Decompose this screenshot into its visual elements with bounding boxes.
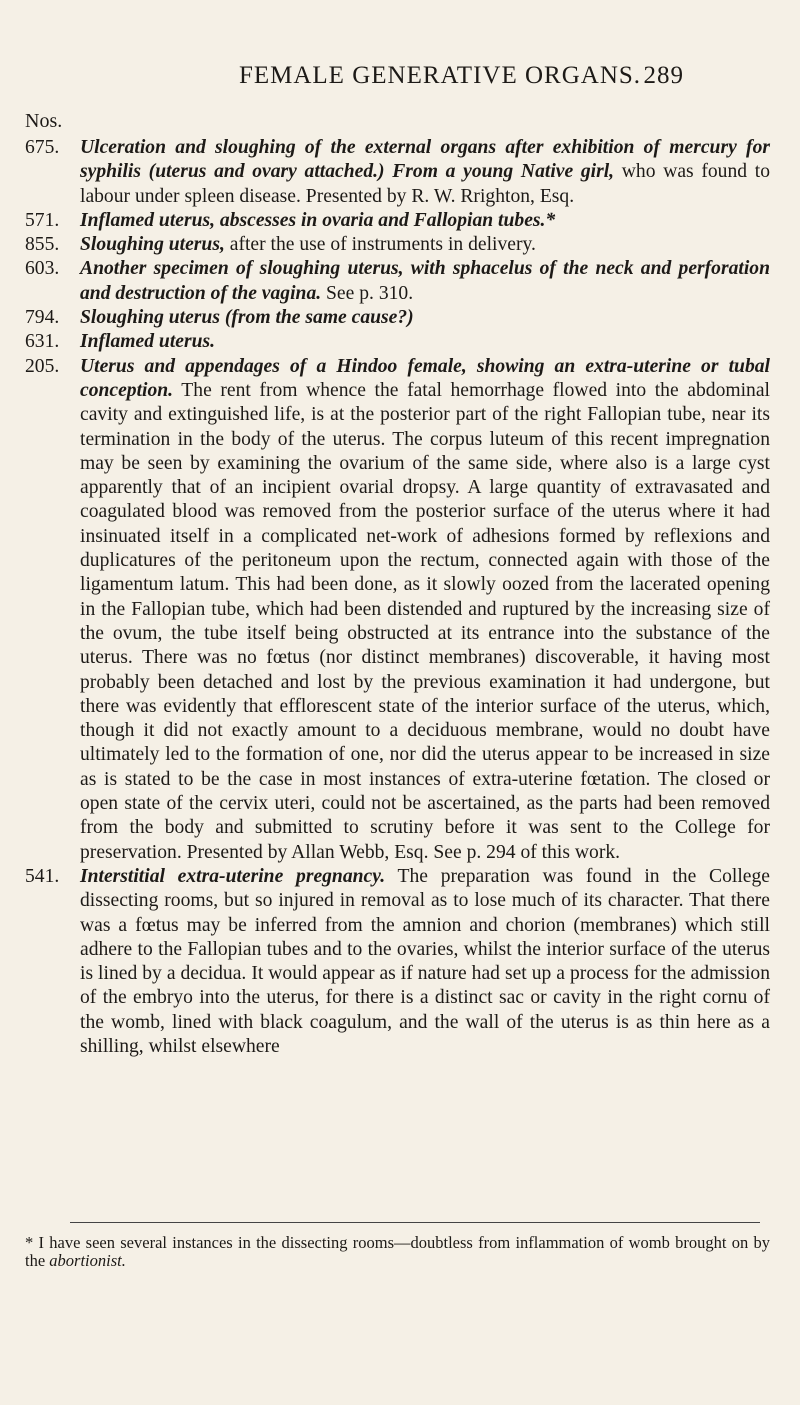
entry-number: 855. — [25, 234, 60, 256]
entry-title: Sloughing uterus, — [80, 234, 225, 256]
page-number: 289 — [643, 62, 684, 89]
entry-body — [80, 257, 770, 306]
catalogue-entry — [25, 136, 770, 209]
entry-number: 541. — [25, 865, 60, 887]
entry-body — [80, 865, 770, 1059]
footnote-text: * I have seen several instances in the dissecting rooms—doubtless from inflammation of womb brought on by the — [25, 1233, 770, 1270]
entry-body — [80, 233, 770, 257]
entry-title: Uterus and appendages of a Hindoo female, showing an extra-uterine or tubal conception. — [80, 355, 770, 401]
entry-title: Inflamed uterus, abscesses in ovaria and Fallopian tubes.* — [80, 209, 556, 231]
entry-number: 571. — [25, 209, 60, 231]
catalogue-entries — [25, 136, 770, 1059]
entry-text: after the use of instruments in delivery. — [224, 234, 536, 256]
footnote — [25, 1234, 770, 1270]
entry-title: Inflamed uterus. — [80, 331, 216, 353]
catalogue-entry — [25, 257, 770, 306]
catalogue-entry — [25, 330, 770, 354]
entry-title: Another specimen of sloughing uterus, with sphacelus of the neck and perforation and destruction of the vagina. — [80, 258, 770, 304]
entry-body — [80, 136, 770, 209]
entry-body — [80, 355, 770, 865]
entry-text: who was found to labour under spleen disease. Presented by R. W. Rrighton, Esq. — [80, 161, 770, 207]
catalogue-entry — [25, 355, 770, 865]
catalogue-entry — [25, 306, 770, 330]
entry-text: The rent from whence the fatal hemorrhage flowed into the abdominal cavity and extinguished life, is at the posterior part of the right Fallopian tube, near its termination in the body of the uterus. The corpus luteum of this recent impregnation may be seen by examining the ovarium of the same side, where also is a large cyst apparently that of an incipient ovarial dropsy. A large quantity of extravasated and coagulated blood was removed from the posterior surface of the uterus where it had insinuated itself in a complicated net-work of adhesions formed by reflexions and duplicatures of the peritoneum upon the rectum, connected again with those of the ligamentum latum. This had been done, as it slowly oozed from the lacerated opening in the Fallopian tube, which had been distended and ruptured by the increasing size of the ovum, the tube itself being obstructed at its entrance into the substance of the uterus. There was no fœtus (nor distinct membranes) discoverable, it having most probably been detached and lost by the previous examination it had undergone, but there was evidently that efflorescent state of the interior surface of the uterus, which, though it did not exactly amount to a deciduous membrane, would no doubt have ultimately led to the formation of one, nor did the uterus appear to be increased in size as is stated to be the case in most instances of extra-uterine fœtation. The closed or open state of the cervix uteri, could not be ascertained, as the parts had been removed from the body and submitted to scrutiny before it was sent to the College for preservation. Presented by Allan Webb, Esq. See p. 294 of this work. — [80, 379, 770, 863]
running-head-title: FEMALE GENERATIVE ORGANS. — [238, 62, 642, 89]
entry-number: 631. — [25, 331, 60, 353]
entry-number: 205. — [25, 355, 60, 377]
catalogue-entry — [25, 233, 770, 257]
entry-body — [80, 330, 770, 354]
entry-text: The preparation was found in the College dissecting rooms, but so injured in removal as to lose much of its character. That there was a fœtus may be inferred from the amnion and chorion (membranes) which still adhere to the Fallopian tubes and to the ovaries, whilst the interior surface of the uterus is lined by a decidua. It would appear as if nature had set up a process for the admission of the embryo into the uterus, for there is a distinct sac or cavity in the right cornu of the womb, lined with black coagulum, and the wall of the uterus is as thin here as a shilling, whilst elsewhere — [80, 865, 770, 1057]
entry-number: 794. — [25, 307, 60, 329]
footnote-italic: abortionist. — [49, 1251, 126, 1270]
entry-text: See p. 310. — [321, 282, 414, 304]
entry-title: Ulceration and sloughing of the external organs after exhibition of mercury for syphilis (uterus and ovary attached.) From a young Native girl, — [80, 137, 770, 183]
entry-body — [80, 306, 770, 330]
entry-title: Interstitial extra-uterine pregnancy. — [80, 865, 386, 887]
running-head — [200, 62, 684, 90]
entry-number: 603. — [25, 258, 60, 280]
nos-label: Nos. — [25, 110, 63, 132]
entry-body — [80, 209, 770, 233]
footnote-divider — [70, 1222, 760, 1223]
entry-number: 675. — [25, 137, 60, 158]
catalogue-entry — [25, 865, 770, 1059]
entry-title: Sloughing uterus (from the same cause?) — [80, 307, 414, 329]
catalogue-entry — [25, 209, 770, 233]
